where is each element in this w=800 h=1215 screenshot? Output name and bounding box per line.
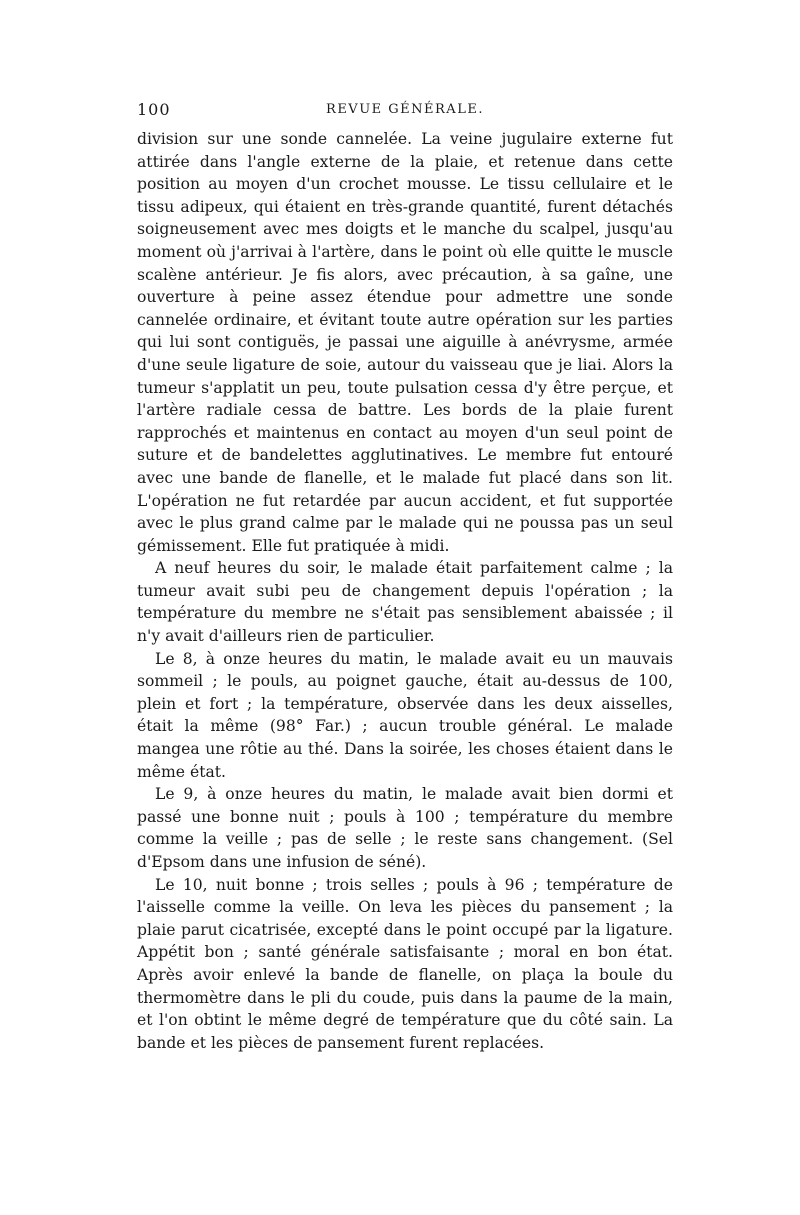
paragraph-1: division sur une sonde cannelée. La veine jugulaire externe fut attirée dans l'angle externe de la plaie, et retenue dans cette position au moyen d'un crochet mousse. Le tissu cellulaire et le tissu adipeux, qui étaient en très-grande quantité, furent détachés soigneusement avec mes doigts et le manche du scalpel, jusqu'au moment où j'arrivai à l'artère, dans le point où elle quitte le muscle scalène antérieur. Je fis alors, avec précaution, à sa gaîne, une ouverture à peine assez étendue pour admettre une sonde cannelée ordinaire, et évitant toute autre opération sur les parties qui lui sont contiguës, je passai une aiguille à anévrysme, armée d'une seule ligature de soie, autour du vaisseau que je liai. Alors la tumeur s'applatit un peu, toute pulsation cessa d'y être perçue, et l'artère radiale cessa de battre. Les bords de la plaie furent rapprochés et maintenus en contact au moyen d'un seul point de suture et de bandelettes agglutinatives. Le membre fut entouré avec une bande de flanelle, et le malade fut placé dans son lit. L'opération ne fut retardée par aucun accident, et fut supportée avec le plus grand calme par le malade qui ne poussa pas un seul gémissement. Elle fut pratiquée à midi.: [137, 130, 673, 555]
page-number: 100: [137, 100, 171, 119]
page-header: [137, 100, 673, 124]
paragraph-4: Le 9, à onze heures du matin, le malade avait bien dormi et passé une bonne nuit ; pouls à 100 ; température du membre comme la veille ; pas de selle ; le reste sans changement. (Sel d'Epsom dans une infusion de séné).: [137, 785, 673, 871]
body-text: [137, 128, 673, 1054]
paragraph-5: Le 10, nuit bonne ; trois selles ; pouls à 96 ; température de l'aisselle comme la veille. On leva les pièces du pansement ; la plaie parut cicatrisée, excepté dans le point occupé par la ligature. Appétit bon ; santé générale satisfaisante ; moral en bon état. Après avoir enlevé la bande de flanelle, on plaça la boule du thermomètre dans le pli du coude, puis dans la paume de la main, et l'on obtint le même degré de température que du côté sain. La bande et les pièces de pansement furent replacées.: [137, 875, 673, 1052]
paragraph-2: A neuf heures du soir, le malade était parfaitement calme ; la tumeur avait subi peu de changement depuis l'opération ; la température du membre ne s'était pas sensiblement abaissée ; il n'y avait d'ailleurs rien de particulier.: [137, 559, 673, 646]
running-title: REVUE GÉNÉRALE.: [326, 102, 484, 117]
paragraph-3: Le 8, à onze heures du matin, le malade avait eu un mauvais sommeil ; le pouls, au poignet gauche, était au-dessus de 100, plein et fort ; la température, observée dans les deux aisselles, était la même (98° Far.) ; aucun trouble général. Le malade mangea une rôtie au thé. Dans la soirée, les choses étaient dans le même état.: [137, 649, 673, 781]
